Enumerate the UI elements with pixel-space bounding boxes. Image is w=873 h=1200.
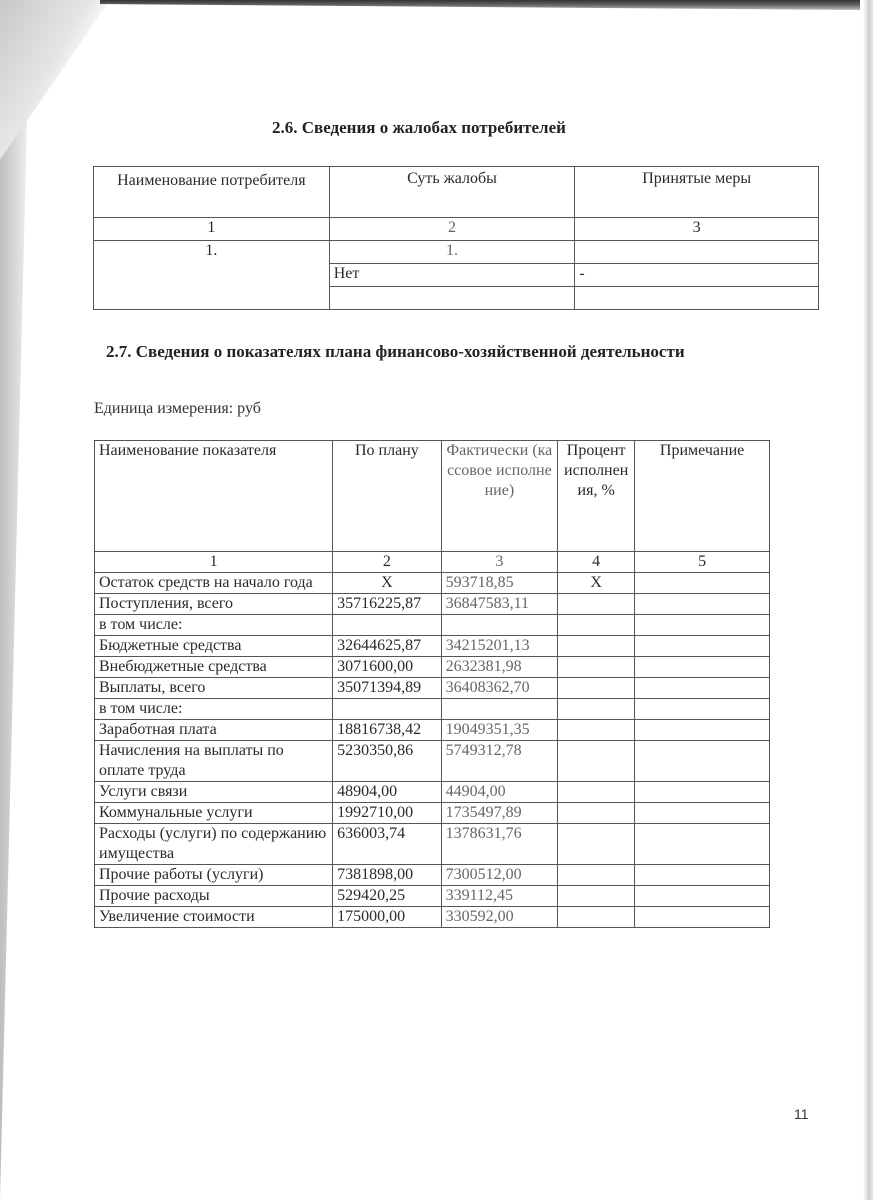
note-cell [635,907,770,928]
note-cell [635,678,770,699]
measures-cell [575,287,819,310]
plan-value-cell: 175000,00 [333,907,441,928]
actual-value-cell: 34215201,13 [441,636,558,657]
percent-cell [558,907,635,928]
note-cell [635,886,770,907]
plan-value-cell: 18816738,42 [333,720,441,741]
indicator-name-cell: Расходы (услуги) по содержанию имущества [95,824,333,865]
financial-table-row [95,741,770,782]
actual-value-cell: 1735497,89 [441,803,558,824]
actual-value-cell: 339112,45 [441,886,558,907]
consumer-cell: 1. [94,241,330,310]
indicator-name-cell: Увеличение стоимости [95,907,333,928]
header-actual: Фактически (кассовое исполнение) [441,441,558,552]
complaint-cell: Нет [329,264,575,287]
plan-value-cell [333,699,441,720]
percent-cell [558,594,635,615]
column-number: 4 [558,552,635,573]
indicator-name-cell: Прочие работы (услуги) [95,865,333,886]
indicator-name-cell: в том числе: [95,615,333,636]
plan-value-cell: 3071600,00 [333,657,441,678]
scan-top-edge [100,0,860,10]
indicator-name-cell: Заработная плата [95,720,333,741]
complaints-header-row [94,167,819,218]
percent-cell [558,657,635,678]
actual-value-cell: 2632381,98 [441,657,558,678]
actual-value-cell: 1378631,76 [441,824,558,865]
plan-value-cell: 32644625,87 [333,636,441,657]
financial-table-row [95,720,770,741]
actual-value-cell: 36408362,70 [441,678,558,699]
header-complaint-essence: Суть жалобы [329,167,575,218]
actual-value-cell: 36847583,11 [441,594,558,615]
financial-table-row [95,678,770,699]
financial-header-row [95,441,770,552]
plan-value-cell: 636003,74 [333,824,441,865]
percent-cell [558,886,635,907]
column-number: 1 [94,218,330,241]
complaint-cell: 1. [329,241,575,264]
percent-cell [558,615,635,636]
financial-table-row [95,886,770,907]
note-cell [635,803,770,824]
header-consumer-name: Наименование потребителя [94,167,330,218]
financial-table-row [95,803,770,824]
percent-cell [558,678,635,699]
complaint-cell [329,287,575,310]
actual-value-cell: 44904,00 [441,782,558,803]
column-number: 2 [329,218,575,241]
percent-cell [558,636,635,657]
actual-value-cell: 330592,00 [441,907,558,928]
column-number: 3 [441,552,558,573]
page-number: 11 [794,1106,809,1122]
percent-cell: X [558,573,635,594]
scan-left-edge-shadow [0,0,30,1200]
indicator-name-cell: Внебюджетные средства [95,657,333,678]
column-number: 2 [333,552,441,573]
indicator-name-cell: Начисления на выплаты по оплате труда [95,741,333,782]
plan-value-cell: X [333,573,441,594]
actual-value-cell: 593718,85 [441,573,558,594]
percent-cell [558,865,635,886]
complaints-table [93,166,819,310]
plan-value-cell: 35071394,89 [333,678,441,699]
plan-value-cell: 35716225,87 [333,594,441,615]
scan-folded-corner [0,0,110,160]
actual-value-cell: 5749312,78 [441,741,558,782]
financial-column-numbers-row [95,552,770,573]
financial-table-row [95,657,770,678]
section-2-7-title: 2.7. Сведения о показателях плана финансово-хозяйственной деятельности [106,342,685,361]
note-cell [635,699,770,720]
note-cell [635,741,770,782]
financial-table-row [95,594,770,615]
financial-table-row [95,699,770,720]
percent-cell [558,803,635,824]
financial-plan-table [94,440,770,928]
header-measures-taken: Принятые меры [575,167,819,218]
note-cell [635,636,770,657]
plan-value-cell: 529420,25 [333,886,441,907]
indicator-name-cell: Поступления, всего [95,594,333,615]
note-cell [635,615,770,636]
financial-table-row [95,615,770,636]
indicator-name-cell: Остаток средств на начало года [95,573,333,594]
plan-value-cell: 1992710,00 [333,803,441,824]
actual-value-cell [441,699,558,720]
indicator-name-cell: Бюджетные средства [95,636,333,657]
plan-value-cell: 48904,00 [333,782,441,803]
note-cell [635,865,770,886]
note-cell [635,720,770,741]
indicator-name-cell: Услуги связи [95,782,333,803]
actual-value-cell: 19049351,35 [441,720,558,741]
measures-cell [575,241,819,264]
header-percent: Процент исполнения, % [558,441,635,552]
financial-table-row [95,782,770,803]
complaints-column-numbers-row [94,218,819,241]
indicator-name-cell: Коммунальные услуги [95,803,333,824]
indicator-name-cell: Выплаты, всего [95,678,333,699]
scan-right-edge [863,0,873,1200]
column-number: 1 [95,552,333,573]
percent-cell [558,699,635,720]
column-number: 3 [575,218,819,241]
financial-table-row [95,636,770,657]
measures-cell: - [575,264,819,287]
financial-table-row [95,573,770,594]
header-note: Примечание [635,441,770,552]
unit-of-measure: Единица измерения: руб [94,400,261,417]
note-cell [635,573,770,594]
percent-cell [558,741,635,782]
column-number: 5 [635,552,770,573]
actual-value-cell: 7300512,00 [441,865,558,886]
percent-cell [558,824,635,865]
financial-table-row [95,824,770,865]
note-cell [635,594,770,615]
section-2-6-title: 2.6. Сведения о жалобах потребителей [272,118,566,137]
note-cell [635,782,770,803]
header-plan: По плану [333,441,441,552]
plan-value-cell [333,615,441,636]
financial-table-row [95,907,770,928]
actual-value-cell [441,615,558,636]
indicator-name-cell: Прочие расходы [95,886,333,907]
percent-cell [558,720,635,741]
plan-value-cell: 7381898,00 [333,865,441,886]
note-cell [635,824,770,865]
indicator-name-cell: в том числе: [95,699,333,720]
complaints-table-row [94,241,819,264]
note-cell [635,657,770,678]
plan-value-cell: 5230350,86 [333,741,441,782]
percent-cell [558,782,635,803]
header-indicator-name: Наименование показателя [95,441,333,552]
financial-table-row [95,865,770,886]
